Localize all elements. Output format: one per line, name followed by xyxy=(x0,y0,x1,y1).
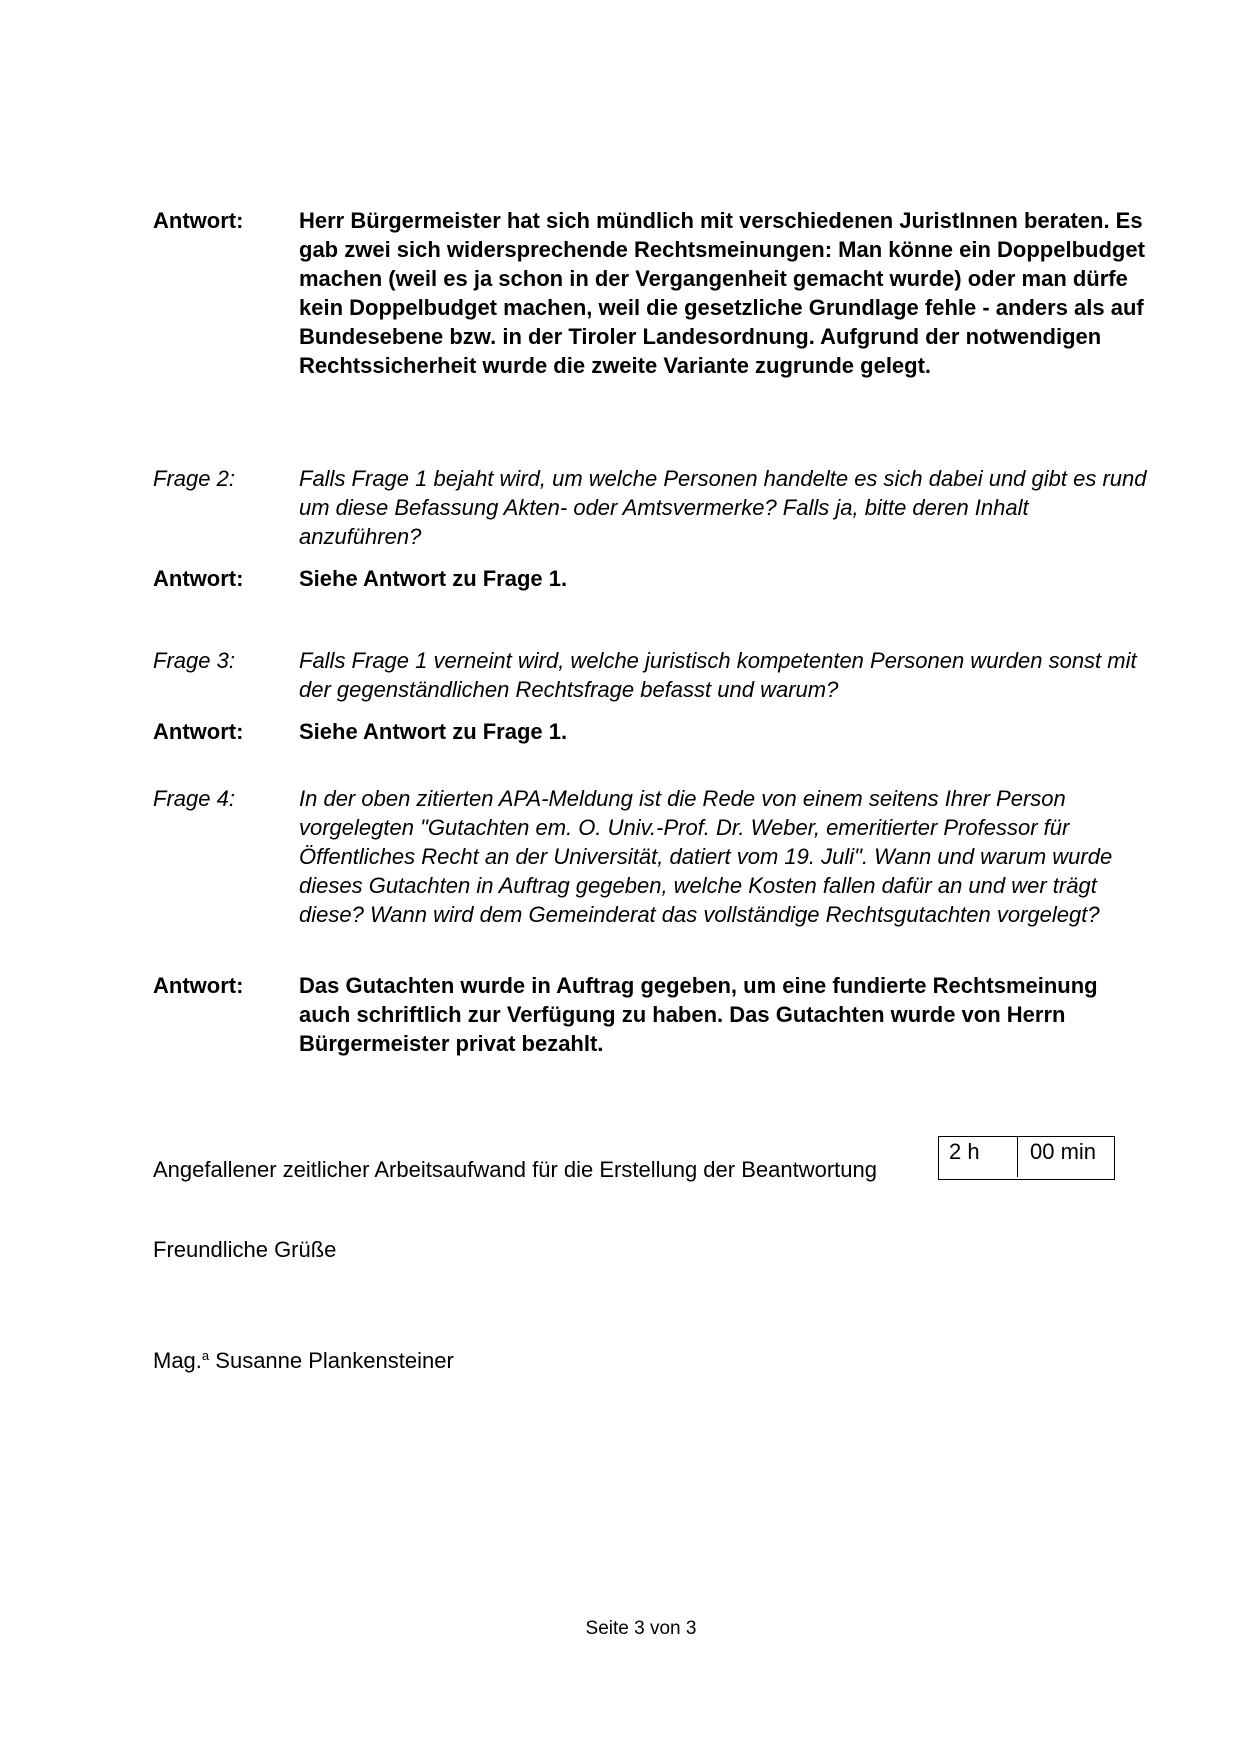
effort-hours: 2 h xyxy=(939,1137,1018,1177)
answer-2-label: Antwort: xyxy=(153,566,244,591)
answer-4 xyxy=(153,971,1153,1058)
signature xyxy=(153,1348,454,1374)
question-3 xyxy=(153,646,1153,704)
answer-1-label: Antwort: xyxy=(153,208,244,233)
signature-name: Susanne Plankensteiner xyxy=(215,1348,454,1373)
answer-2 xyxy=(153,564,1153,593)
answer-4-text: Das Gutachten wurde in Auftrag gegeben, um eine fundierte Rechtsmeinung auch schriftlich zur Verfügung zu haben. Das Gutachten wurde von Herrn Bürgermeister privat bezahlt. xyxy=(299,973,1098,1056)
effort-time-box xyxy=(938,1136,1115,1180)
question-3-text: Falls Frage 1 verneint wird, welche juristisch kompetenten Personen wurden sonst mit der gegenständlichen Rechtsfrage befasst und warum? xyxy=(299,648,1137,702)
question-4-label: Frage 4: xyxy=(153,786,235,811)
question-2 xyxy=(153,464,1153,551)
answer-1-text: Herr Bürgermeister hat sich mündlich mit verschiedenen JuristInnen beraten. Es gab zwei sich widersprechende Rechtsmeinungen: Man könne ein Doppelbudget machen (weil es ja schon in der Vergangenheit gemacht wurde) oder man dürfe kein Doppelbudget machen, weil die gesetzliche Grundlage fehle - anders als auf Bundesebene bzw. in der Tiroler Landesordnung. Aufgrund der notwendigen Rechtssicherheit wurde die zweite Variante zugrunde gelegt. xyxy=(299,208,1145,378)
effort-minutes: 00 min xyxy=(1030,1139,1097,1164)
question-4 xyxy=(153,784,1153,929)
question-3-label: Frage 3: xyxy=(153,648,235,673)
question-4-text: In der oben zitierten APA-Meldung ist die Rede von einem seitens Ihrer Person vorgelegten "Gutachten em. O. Univ.-Prof. Dr. Weber, emeritierter Professor für Öffentliches Recht an der Universität, datiert vom 19. Juli". Wann und warum wurde dieses Gutachten in Auftrag gegeben, welche Kosten fallen dafür an und wer trägt diese? Wann wird dem Gemeinderat das vollständige Rechtsgutachten vorgelegt? xyxy=(299,786,1113,927)
signature-title: Mag. xyxy=(153,1348,202,1373)
answer-3-text: Siehe Antwort zu Frage 1. xyxy=(299,719,568,744)
closing-greeting: Freundliche Grüße xyxy=(153,1237,337,1262)
question-2-label: Frage 2: xyxy=(153,466,235,491)
question-2-text: Falls Frage 1 bejaht wird, um welche Personen handelte es sich dabei und gibt es rund um diese Befassung Akten- oder Amtsvermerke? Falls ja, bitte deren Inhalt anzuführen? xyxy=(299,466,1147,549)
answer-4-label: Antwort: xyxy=(153,973,244,998)
answer-2-text: Siehe Antwort zu Frage 1. xyxy=(299,566,568,591)
answer-3 xyxy=(153,717,1153,746)
effort-label: Angefallener zeitlicher Arbeitsaufwand für die Erstellung der Beantwortung xyxy=(153,1157,877,1182)
signature-title-superscript: a xyxy=(201,1348,210,1363)
answer-1 xyxy=(153,206,1153,380)
page-number: Seite 3 von 3 xyxy=(585,1618,697,1639)
answer-3-label: Antwort: xyxy=(153,719,244,744)
